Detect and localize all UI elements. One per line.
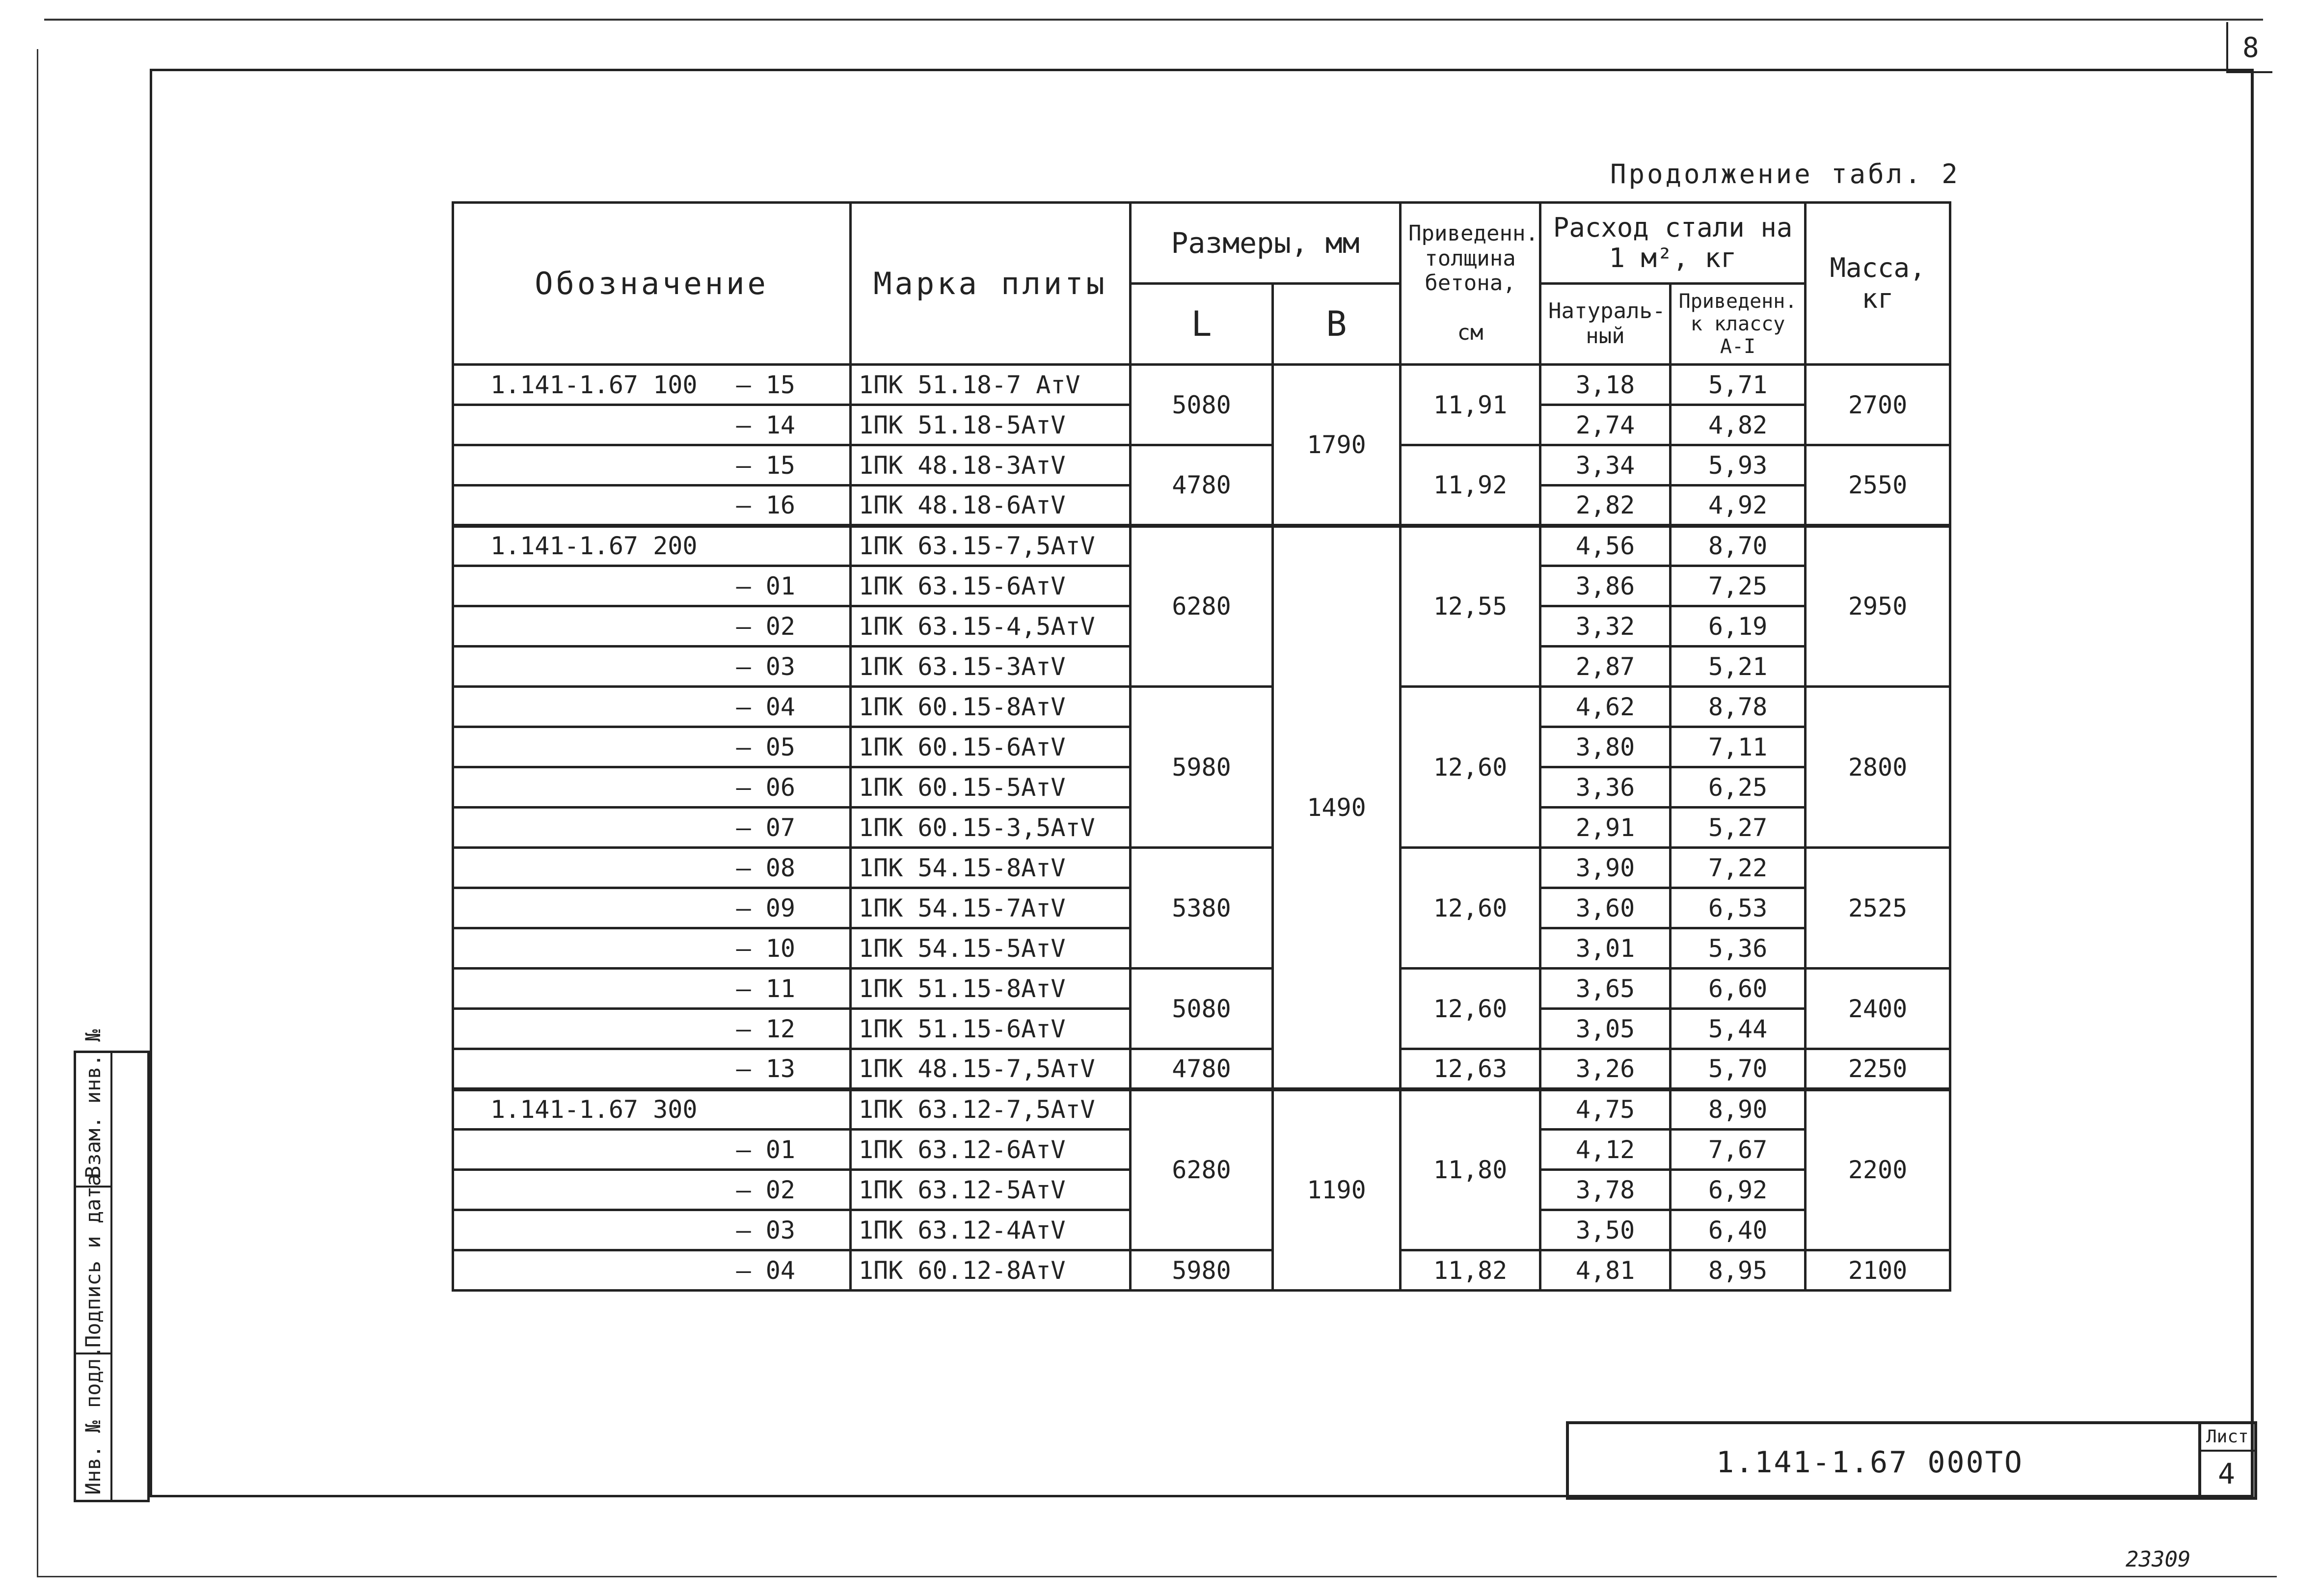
thickness-cell: 12,60 [1401, 969, 1540, 1049]
title-block [1566, 1421, 2256, 1500]
steel-natural-cell: 2,87 [1540, 647, 1671, 687]
designation-cell [453, 1009, 851, 1049]
width-cell: 1490 [1273, 526, 1401, 1089]
length-cell: 5080 [1131, 969, 1273, 1049]
mark-cell: 1ПК 63.12-6АтV [851, 1130, 1131, 1170]
table-row [453, 1049, 1950, 1089]
thickness-cell: 12,60 [1401, 687, 1540, 848]
designation-cell [453, 928, 851, 969]
thickness-cell: 11,82 [1401, 1250, 1540, 1291]
steel-natural-cell: 3,36 [1540, 767, 1671, 808]
steel-reduced-cell: 8,70 [1671, 526, 1806, 566]
steel-reduced-cell: 5,27 [1671, 808, 1806, 848]
steel-natural-cell: 4,75 [1540, 1089, 1671, 1130]
stamp-divider [110, 1053, 112, 1500]
designation-code: — 03 [736, 652, 795, 681]
header-mass: Масса, кг [1806, 203, 1950, 365]
steel-natural-cell: 2,91 [1540, 808, 1671, 848]
designation-cell [453, 1130, 851, 1170]
steel-natural-cell: 3,26 [1540, 1049, 1671, 1089]
mark-cell: 1ПК 63.15-7,5АтV [851, 526, 1131, 566]
header-dim-b: В [1273, 284, 1401, 365]
designation-cell [453, 808, 851, 848]
steel-reduced-cell: 7,25 [1671, 566, 1806, 606]
steel-reduced-cell: 6,92 [1671, 1170, 1806, 1210]
steel-natural-cell: 3,80 [1540, 727, 1671, 767]
designation-cell [453, 566, 851, 606]
mark-cell: 1ПК 48.15-7,5АтV [851, 1049, 1131, 1089]
steel-natural-cell: 3,86 [1540, 566, 1671, 606]
steel-natural-cell: 3,32 [1540, 606, 1671, 647]
table-row [453, 365, 1950, 405]
width-cell: 1190 [1273, 1089, 1401, 1291]
table-row [453, 687, 1950, 727]
length-cell: 5380 [1131, 848, 1273, 969]
designation-cell [453, 727, 851, 767]
steel-table [452, 201, 1951, 1292]
steel-natural-cell: 4,62 [1540, 687, 1671, 727]
mark-cell: 1ПК 51.18-5АтV [851, 405, 1131, 445]
designation-code: — 01 [736, 571, 795, 600]
designation-cell [453, 606, 851, 647]
stamp-column [74, 1029, 150, 1502]
steel-natural-cell: 3,50 [1540, 1210, 1671, 1250]
header-steel: Расход стали на 1 м², кг [1540, 203, 1806, 284]
designation-code: — 04 [736, 692, 795, 721]
mark-cell: 1ПК 63.15-3АтV [851, 647, 1131, 687]
header-mark: Марка плиты [851, 203, 1131, 365]
designation-code: — 01 [736, 1135, 795, 1164]
designation-code: — 07 [736, 813, 795, 842]
header-steel-reduced: Приведенн. к классу А-I [1671, 284, 1806, 365]
length-cell: 6280 [1131, 526, 1273, 687]
designation-cell [453, 405, 851, 445]
top-edge-line [44, 19, 2263, 21]
designation-cell [453, 1049, 851, 1089]
mass-cell: 2250 [1806, 1049, 1950, 1089]
steel-natural-cell: 3,90 [1540, 848, 1671, 888]
steel-reduced-cell: 8,95 [1671, 1250, 1806, 1291]
designation-code: — 14 [736, 410, 795, 439]
thickness-cell: 12,60 [1401, 848, 1540, 969]
mass-cell: 2200 [1806, 1089, 1950, 1250]
steel-reduced-cell: 4,92 [1671, 486, 1806, 526]
series-label: 1.141-1.67 200 [490, 532, 698, 561]
header-dim-l: L [1131, 284, 1273, 365]
mark-cell: 1ПК 48.18-3АтV [851, 445, 1131, 486]
length-cell: 4780 [1131, 445, 1273, 526]
designation-cell [453, 526, 851, 566]
steel-natural-cell: 3,34 [1540, 445, 1671, 486]
table-row [453, 1089, 1950, 1130]
designation-code: — 11 [736, 974, 795, 1003]
mark-cell: 1ПК 51.15-8АтV [851, 969, 1131, 1009]
designation-code: — 10 [736, 934, 795, 963]
mass-cell: 2800 [1806, 687, 1950, 848]
steel-natural-cell: 3,01 [1540, 928, 1671, 969]
steel-reduced-cell: 7,67 [1671, 1130, 1806, 1170]
length-cell: 6280 [1131, 1089, 1273, 1250]
header-thickness [1401, 203, 1540, 365]
designation-cell [453, 647, 851, 687]
mark-cell: 1ПК 51.18-7 АтV [851, 365, 1131, 405]
steel-natural-cell: 3,05 [1540, 1009, 1671, 1049]
page-number: 8 [2242, 32, 2259, 64]
designation-code: — 08 [736, 853, 795, 882]
designation-code: — 05 [736, 732, 795, 761]
mark-cell: 1ПК 54.15-5АтV [851, 928, 1131, 969]
designation-cell [453, 767, 851, 808]
mass-cell: 2950 [1806, 526, 1950, 687]
mark-cell: 1ПК 60.15-8АтV [851, 687, 1131, 727]
steel-natural-cell: 4,56 [1540, 526, 1671, 566]
thickness-cell: 11,92 [1401, 445, 1540, 526]
mark-cell: 1ПК 63.15-6АтV [851, 566, 1131, 606]
steel-natural-cell: 2,82 [1540, 486, 1671, 526]
table-row [453, 848, 1950, 888]
sheet-label: Лист [2206, 1427, 2249, 1447]
stamp-replace-inv: Взам. инв. № [81, 1029, 105, 1178]
width-cell: 1790 [1273, 365, 1401, 526]
length-cell: 5080 [1131, 365, 1273, 445]
mass-cell: 2400 [1806, 969, 1950, 1049]
steel-natural-cell: 2,74 [1540, 405, 1671, 445]
length-cell: 5980 [1131, 1250, 1273, 1291]
designation-cell [453, 1089, 851, 1130]
header-dimensions: Размеры, мм [1131, 203, 1401, 284]
table-row [453, 1250, 1950, 1291]
steel-natural-cell: 4,81 [1540, 1250, 1671, 1291]
steel-reduced-cell: 4,82 [1671, 405, 1806, 445]
mark-cell: 1ПК 60.15-3,5АтV [851, 808, 1131, 848]
designation-code: — 13 [736, 1054, 795, 1083]
archive-number: 23309 [2126, 1547, 2191, 1572]
designation-code: — 03 [736, 1216, 795, 1244]
thickness-cell: 12,55 [1401, 526, 1540, 687]
header-steel-natural: Натураль-ный [1540, 284, 1671, 365]
header-thickness-label: Приведенн. толщина бетона, [1408, 221, 1538, 296]
sheet-number: 4 [2218, 1457, 2235, 1490]
steel-natural-cell: 3,78 [1540, 1170, 1671, 1210]
sheet-box [2198, 1421, 2257, 1500]
sheet-box-divider [2201, 1450, 2254, 1452]
steel-reduced-cell: 5,44 [1671, 1009, 1806, 1049]
mark-cell: 1ПК 48.18-6АтV [851, 486, 1131, 526]
steel-reduced-cell: 5,36 [1671, 928, 1806, 969]
length-cell: 4780 [1131, 1049, 1273, 1089]
steel-reduced-cell: 8,78 [1671, 687, 1806, 727]
designation-code: — 12 [736, 1014, 795, 1043]
designation-code: — 16 [736, 490, 795, 519]
designation-code: — 15 [736, 370, 795, 399]
header-designation: Обозначение [453, 203, 851, 365]
steel-natural-cell: 3,18 [1540, 365, 1671, 405]
steel-reduced-cell: 5,70 [1671, 1049, 1806, 1089]
steel-natural-cell: 3,60 [1540, 888, 1671, 928]
designation-cell [453, 1170, 851, 1210]
steel-reduced-cell: 8,90 [1671, 1089, 1806, 1130]
designation-cell [453, 1210, 851, 1250]
table-row [453, 526, 1950, 566]
mark-cell: 1ПК 60.12-8АтV [851, 1250, 1131, 1291]
series-label: 1.141-1.67 100 [490, 370, 698, 399]
table-row [453, 969, 1950, 1009]
mark-cell: 1ПК 63.15-4,5АтV [851, 606, 1131, 647]
mark-cell: 1ПК 54.15-8АтV [851, 848, 1131, 888]
designation-cell [453, 365, 851, 405]
mass-cell: 2525 [1806, 848, 1950, 969]
steel-natural-cell: 4,12 [1540, 1130, 1671, 1170]
table-body [453, 365, 1950, 1291]
designation-cell [453, 888, 851, 928]
designation-code: — 15 [736, 451, 795, 480]
mark-cell: 1ПК 54.15-7АтV [851, 888, 1131, 928]
designation-code: — 06 [736, 773, 795, 802]
steel-reduced-cell: 7,11 [1671, 727, 1806, 767]
steel-reduced-cell: 6,60 [1671, 969, 1806, 1009]
stamp-inv-number: Инв. № подл. [81, 1346, 105, 1495]
steel-reduced-cell: 5,93 [1671, 445, 1806, 486]
steel-reduced-cell: 6,40 [1671, 1210, 1806, 1250]
mass-cell: 2100 [1806, 1250, 1950, 1291]
mark-cell: 1ПК 51.15-6АтV [851, 1009, 1131, 1049]
thickness-cell: 11,80 [1401, 1089, 1540, 1250]
designation-code: — 02 [736, 1175, 795, 1204]
mark-cell: 1ПК 63.12-5АтV [851, 1170, 1131, 1210]
steel-reduced-cell: 6,19 [1671, 606, 1806, 647]
steel-reduced-cell: 5,21 [1671, 647, 1806, 687]
designation-cell [453, 486, 851, 526]
designation-cell [453, 445, 851, 486]
steel-reduced-cell: 7,22 [1671, 848, 1806, 888]
stamp-sign-date: Подпись и дата [81, 1173, 105, 1348]
steel-natural-cell: 3,65 [1540, 969, 1671, 1009]
designation-cell [453, 687, 851, 727]
thickness-cell: 11,91 [1401, 365, 1540, 445]
length-cell: 5980 [1131, 687, 1273, 848]
designation-cell [453, 969, 851, 1009]
steel-reduced-cell: 6,53 [1671, 888, 1806, 928]
designation-code: — 02 [736, 612, 795, 641]
table-caption: Продолжение табл. 2 [1610, 159, 1960, 189]
designation-cell [453, 848, 851, 888]
thickness-cell: 12,63 [1401, 1049, 1540, 1089]
designation-code: — 09 [736, 893, 795, 922]
mass-cell: 2700 [1806, 365, 1950, 445]
designation-cell [453, 1250, 851, 1291]
mark-cell: 1ПК 63.12-4АтV [851, 1210, 1131, 1250]
steel-reduced-cell: 6,25 [1671, 767, 1806, 808]
designation-code: — 04 [736, 1256, 795, 1285]
mark-cell: 1ПК 63.12-7,5АтV [851, 1089, 1131, 1130]
table-row [453, 445, 1950, 486]
steel-reduced-cell: 5,71 [1671, 365, 1806, 405]
mark-cell: 1ПК 60.15-5АтV [851, 767, 1131, 808]
mass-cell: 2550 [1806, 445, 1950, 526]
header-thickness-unit: см [1457, 320, 1484, 346]
mark-cell: 1ПК 60.15-6АтV [851, 727, 1131, 767]
series-label: 1.141-1.67 300 [490, 1095, 698, 1124]
document-code: 1.141-1.67 000ТО [1716, 1445, 2023, 1480]
